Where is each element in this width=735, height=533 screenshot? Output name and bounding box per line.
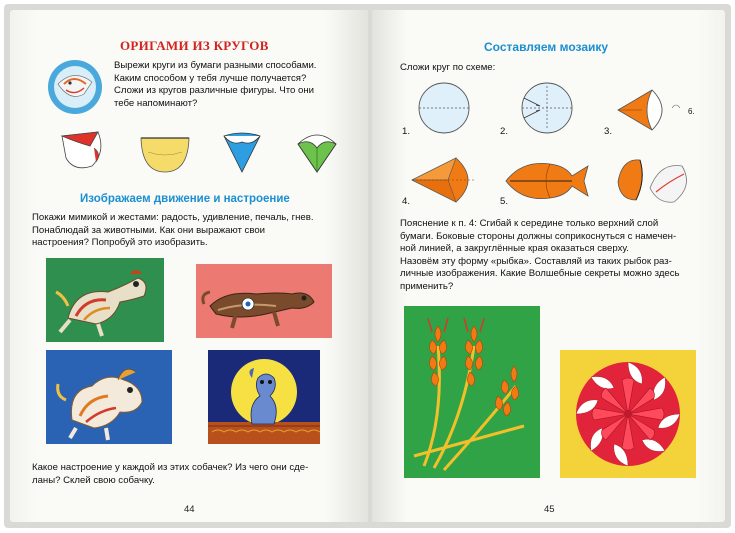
fold-step-2-diagram	[518, 80, 576, 136]
explanation-line: применить?	[400, 280, 454, 292]
explanation-line: бумаги. Боковые стороны должны соприкоснуться с намечен-	[400, 230, 677, 242]
dog-artwork-green	[46, 258, 164, 342]
folded-shape-yellow	[138, 132, 192, 176]
section-title: Изображаем движение и настроение	[80, 193, 290, 205]
left-page	[10, 10, 368, 522]
flower-mosaic-artwork	[560, 350, 696, 478]
intro-line: Каким способом у тебя лучше получается?	[114, 72, 307, 84]
book-spread	[4, 4, 731, 528]
right-page-title: Составляем мозаику	[484, 40, 609, 54]
dog-artwork-blue	[46, 350, 172, 444]
question-line: ланы? Склей свою собачку.	[32, 474, 155, 486]
explanation-line: ной линией, а закруглённые края оказаться сверху.	[400, 243, 629, 255]
fold-step-4-diagram	[408, 152, 484, 206]
step-label: 4.	[402, 196, 411, 207]
right-page	[372, 10, 725, 522]
step-label: 1.	[402, 126, 411, 137]
explanation-line: Назовём эту форму «рыбка». Составляй из таких рыбок раз-	[400, 255, 672, 267]
folded-shape-green	[292, 126, 342, 176]
intro-line: Вырежи круги из бумаги разными способами.	[114, 60, 317, 71]
explanation-line: Пояснение к п. 4: Сгибай к середине только верхний слой	[400, 218, 659, 229]
step-label: 2.	[500, 126, 509, 137]
section-text	[32, 212, 354, 250]
page-number-right: 45	[544, 504, 555, 515]
step-label: 5.	[500, 196, 509, 207]
fold-step-5-diagram	[502, 156, 592, 206]
folded-shape-red	[58, 128, 108, 172]
dog-artwork-pink	[196, 264, 332, 338]
explanation-line: личные изображения. Какие Волшебные секреты можно здесь	[400, 268, 680, 280]
explanation-text	[400, 218, 700, 294]
fold-step-1-diagram	[416, 80, 472, 136]
fold-step-3-diagram	[612, 82, 684, 138]
section-line: Покажи мимикой и жестами: радость, удивление, печаль, гнев.	[32, 212, 314, 223]
step-label: 6.	[688, 107, 695, 116]
fold-step-6-diagram	[610, 152, 696, 208]
intro-line: тебе напоминают?	[114, 97, 198, 109]
wheat-mosaic-artwork	[404, 306, 540, 478]
question-text	[32, 462, 362, 487]
question-line: Какое настроение у каждой из этих собачек? Из чего они сде-	[32, 462, 309, 473]
step-label: 3.	[604, 126, 613, 137]
page-number-left: 44	[184, 504, 195, 515]
section-line: Понаблюдай за животными. Как они выражают свои	[32, 224, 266, 236]
intro-text	[114, 60, 354, 110]
scheme-instruction: Сложи круг по схеме:	[400, 62, 496, 73]
left-page-title: ОРИГАМИ ИЗ КРУГОВ	[120, 38, 269, 53]
section-line: настроения? Попробуй это изобразить.	[32, 237, 208, 249]
dog-artwork-moon	[208, 350, 320, 444]
folded-shape-blue	[218, 128, 266, 176]
origami-fish-circle-illustration	[44, 58, 106, 116]
intro-line: Сложи из кругов различные фигуры. Что они	[114, 85, 315, 97]
